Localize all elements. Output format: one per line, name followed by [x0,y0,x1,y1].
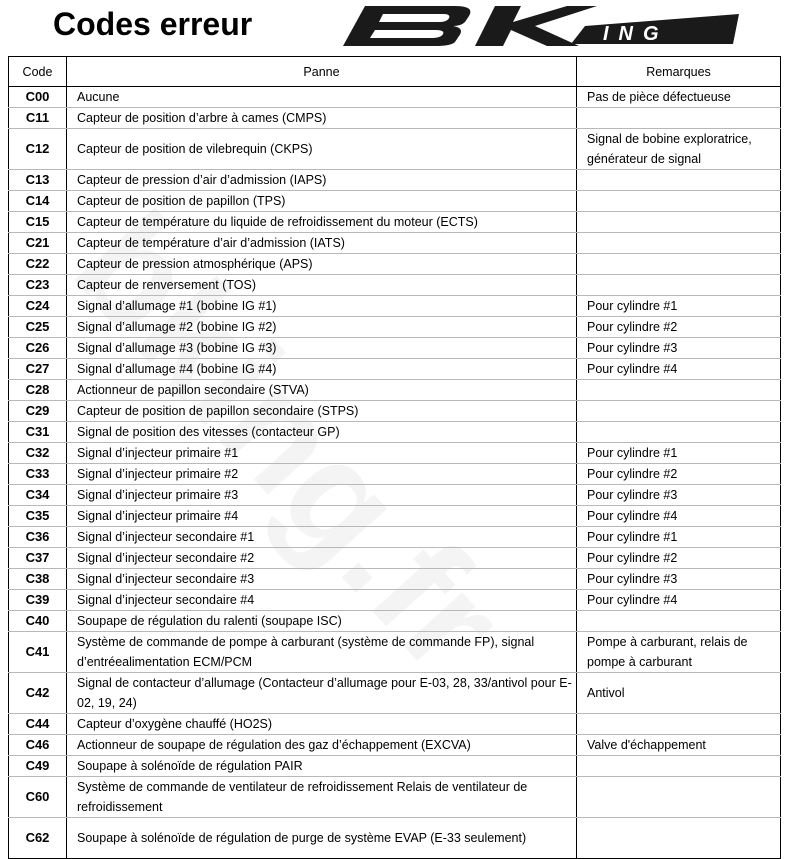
code-cell: C60 [9,777,67,818]
bking-logo [335,4,745,46]
remarque-cell: Pour cylindre #1 [577,296,781,317]
table-row [9,464,781,485]
table-row [9,317,781,338]
remarque-cell: Pour cylindre #3 [577,569,781,590]
panne-cell: Capteur de position d’arbre à cames (CMPS) [67,108,577,129]
remarque-cell: Pour cylindre #1 [577,443,781,464]
panne-cell: Capteur de position de papillon (TPS) [67,191,577,212]
code-cell: C49 [9,756,67,777]
remarque-cell [577,714,781,735]
panne-cell: Capteur de pression d’air d’admission (IAPS) [67,170,577,191]
remarque-cell: Pour cylindre #2 [577,464,781,485]
table-row [9,485,781,506]
table-row [9,777,781,818]
remarque-cell [577,756,781,777]
table-row [9,569,781,590]
table-row [9,191,781,212]
remarque-cell: Signal de bobine exploratrice, générateur de signal [577,129,781,170]
remarque-cell [577,233,781,254]
table-row [9,756,781,777]
code-cell: C36 [9,527,67,548]
panne-cell: Soupape à solénoïde de régulation de purge de système EVAP (E-33 seulement) [67,818,577,859]
remarque-cell [577,275,781,296]
table-row [9,401,781,422]
panne-cell: Signal d’allumage #1 (bobine IG #1) [67,296,577,317]
panne-cell: Signal d’injecteur secondaire #2 [67,548,577,569]
code-cell: C28 [9,380,67,401]
table-row [9,359,781,380]
remarque-cell: Valve d'échappement [577,735,781,756]
code-cell: C12 [9,129,67,170]
remarque-cell [577,191,781,212]
panne-cell: Signal d’allumage #3 (bobine IG #3) [67,338,577,359]
table-row [9,548,781,569]
code-cell: C41 [9,632,67,673]
table-row [9,380,781,401]
remarque-cell [577,108,781,129]
table-row [9,632,781,673]
error-code-table [8,56,781,859]
remarque-cell: Pour cylindre #2 [577,317,781,338]
panne-cell: Actionneur de papillon secondaire (STVA) [67,380,577,401]
code-cell: C35 [9,506,67,527]
table-row [9,735,781,756]
panne-cell: Signal d’injecteur primaire #3 [67,485,577,506]
panne-cell: Soupape à solénoïde de régulation PAIR [67,756,577,777]
remarque-cell: Antivol [577,673,781,714]
panne-cell: Système de commande de ventilateur de refroidissement Relais de ventilateur de refroidissement [67,777,577,818]
code-cell: C44 [9,714,67,735]
remarque-cell [577,170,781,191]
svg-text:ING: ING [603,23,669,45]
remarque-cell: Pas de pièce défectueuse [577,87,781,108]
panne-cell: Soupape de régulation du ralenti (soupape ISC) [67,611,577,632]
code-cell: C22 [9,254,67,275]
code-cell: C46 [9,735,67,756]
code-cell: C62 [9,818,67,859]
remarque-cell: Pour cylindre #1 [577,527,781,548]
remarque-cell: Pour cylindre #2 [577,548,781,569]
code-cell: C23 [9,275,67,296]
remarque-cell [577,818,781,859]
panne-cell: Signal d’injecteur primaire #2 [67,464,577,485]
table-row [9,443,781,464]
table-row [9,233,781,254]
remarque-cell [577,777,781,818]
table-row [9,275,781,296]
panne-cell: Capteur de position de vilebrequin (CKPS) [67,129,577,170]
table-row [9,129,781,170]
code-cell: C37 [9,548,67,569]
code-cell: C29 [9,401,67,422]
panne-cell: Signal d’allumage #4 (bobine IG #4) [67,359,577,380]
code-cell: C31 [9,422,67,443]
panne-cell: Capteur de température d’air d’admission (IATS) [67,233,577,254]
table-row [9,506,781,527]
table-row [9,818,781,859]
remarque-cell: Pour cylindre #4 [577,506,781,527]
table-row [9,87,781,108]
remarque-cell: Pompe à carburant, relais de pompe à carburant [577,632,781,673]
code-cell: C14 [9,191,67,212]
header-remarques: Remarques [577,57,781,87]
remarque-cell [577,380,781,401]
table-row [9,673,781,714]
table-row [9,254,781,275]
table-row [9,611,781,632]
remarque-cell [577,422,781,443]
panne-cell: Capteur de renversement (TOS) [67,275,577,296]
table-row [9,338,781,359]
code-cell: C11 [9,108,67,129]
table-row [9,296,781,317]
panne-cell: Signal d’injecteur primaire #1 [67,443,577,464]
panne-cell: Système de commande de pompe à carburant (système de commande FP), signal d’entréealimentation ECM/PCM [67,632,577,673]
remarque-cell [577,401,781,422]
remarque-cell [577,254,781,275]
code-cell: C24 [9,296,67,317]
table-row [9,212,781,233]
code-cell: C34 [9,485,67,506]
panne-cell: Signal d’injecteur secondaire #1 [67,527,577,548]
remarque-cell: Pour cylindre #4 [577,590,781,611]
code-cell: C27 [9,359,67,380]
code-cell: C33 [9,464,67,485]
panne-cell: Capteur d’oxygène chauffé (HO2S) [67,714,577,735]
table-row [9,170,781,191]
panne-cell: Capteur de position de papillon secondaire (STPS) [67,401,577,422]
remarque-cell [577,212,781,233]
panne-cell: Actionneur de soupape de régulation des gaz d’échappement (EXCVA) [67,735,577,756]
table-row [9,527,781,548]
code-cell: C15 [9,212,67,233]
panne-cell: Capteur de pression atmosphérique (APS) [67,254,577,275]
code-cell: C00 [9,87,67,108]
page-title: Codes erreur [53,6,253,42]
remarque-cell: Pour cylindre #3 [577,485,781,506]
panne-cell: Capteur de température du liquide de refroidissement du moteur (ECTS) [67,212,577,233]
code-cell: C13 [9,170,67,191]
code-cell: C40 [9,611,67,632]
table-row [9,108,781,129]
panne-cell: Signal de position des vitesses (contacteur GP) [67,422,577,443]
panne-cell: Aucune [67,87,577,108]
table-header-row [9,57,781,87]
code-cell: C26 [9,338,67,359]
table-row [9,590,781,611]
remarque-cell: Pour cylindre #4 [577,359,781,380]
panne-cell: Signal d’injecteur secondaire #3 [67,569,577,590]
table-row [9,714,781,735]
remarque-cell: Pour cylindre #3 [577,338,781,359]
header-panne: Panne [67,57,577,87]
code-cell: C39 [9,590,67,611]
remarque-cell [577,611,781,632]
panne-cell: Signal d’allumage #2 (bobine IG #2) [67,317,577,338]
table-row [9,422,781,443]
code-cell: C38 [9,569,67,590]
panne-cell: Signal de contacteur d’allumage (Contacteur d’allumage pour E-03, 28, 33/antivol pour E-02, 19, 24) [67,673,577,714]
code-cell: C32 [9,443,67,464]
panne-cell: Signal d’injecteur primaire #4 [67,506,577,527]
panne-cell: Signal d’injecteur secondaire #4 [67,590,577,611]
header-code: Code [9,57,67,87]
code-cell: C21 [9,233,67,254]
code-cell: C25 [9,317,67,338]
code-cell: C42 [9,673,67,714]
